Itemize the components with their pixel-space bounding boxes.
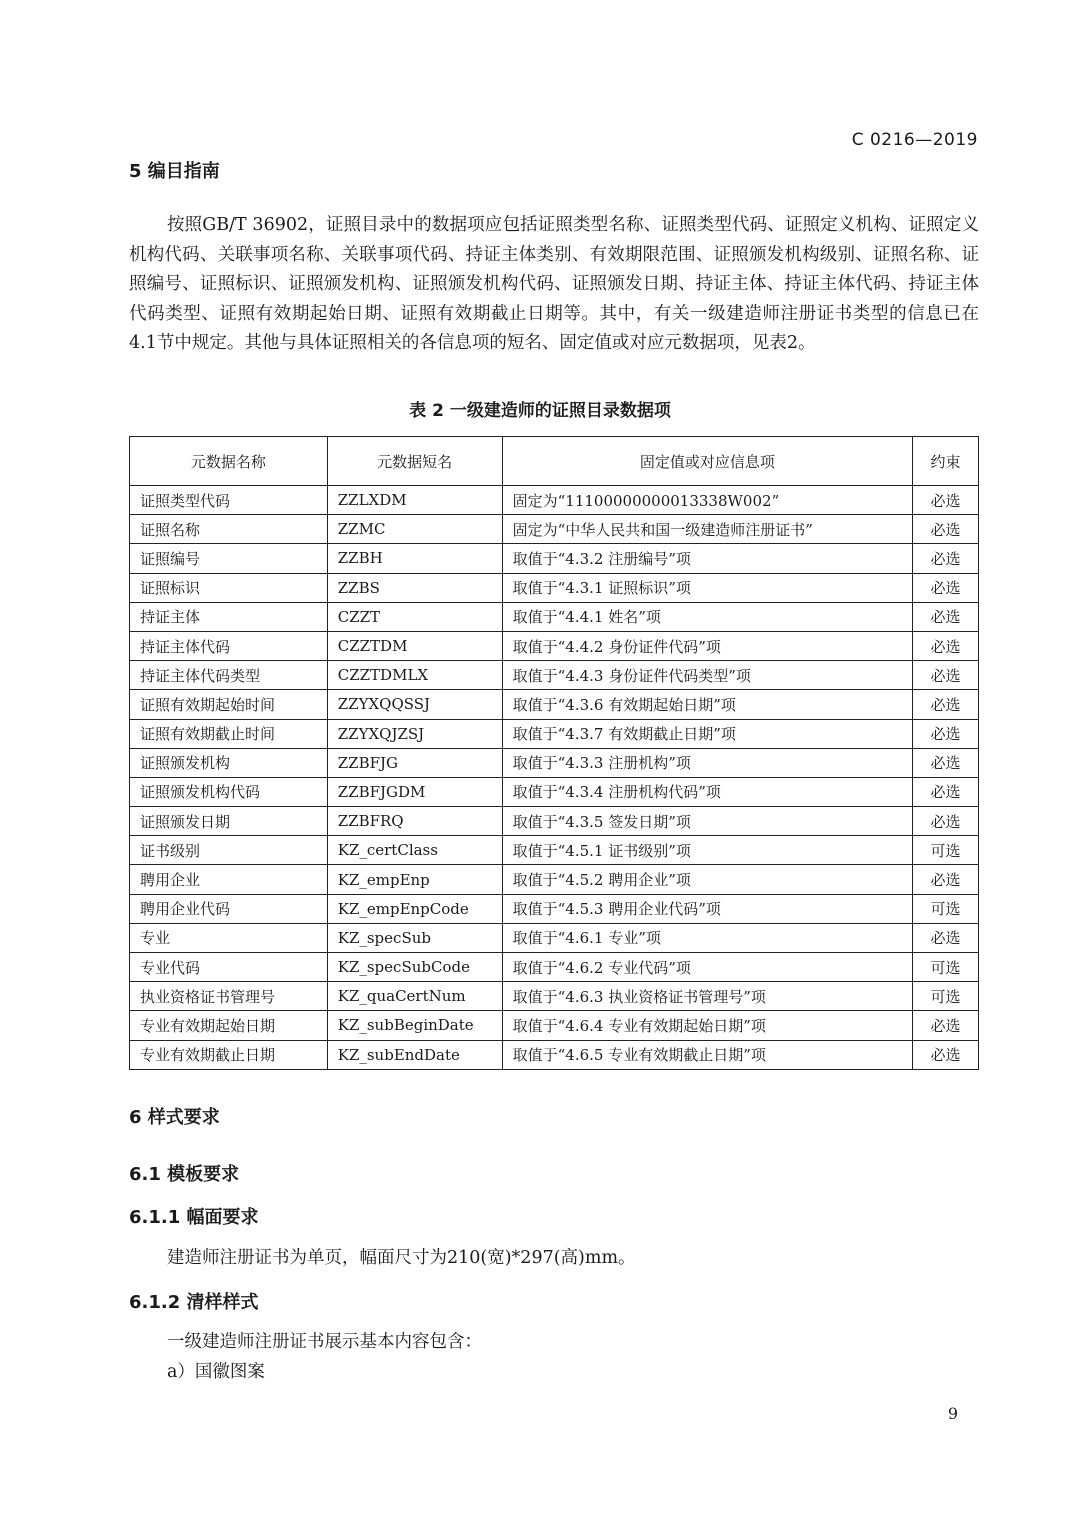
cell-value: 取值于“4.5.1 证书级别”项 xyxy=(502,836,912,865)
cell-constraint: 必选 xyxy=(913,486,979,515)
cell-metadata-name: 证照编号 xyxy=(130,544,328,573)
cell-metadata-name: 持证主体代码 xyxy=(130,631,328,660)
list-item-a: a）国徽图案 xyxy=(167,1362,265,1382)
cell-metadata-name: 证照类型代码 xyxy=(130,486,328,515)
cell-metadata-name: 执业资格证书管理号 xyxy=(130,982,328,1011)
cell-value: 取值于“4.3.5 签发日期”项 xyxy=(502,807,912,836)
cell-constraint: 可选 xyxy=(913,953,979,982)
cell-value: 取值于“4.5.3 聘用企业代码”项 xyxy=(502,894,912,923)
cell-metadata-name: 持证主体代码类型 xyxy=(130,661,328,690)
section-5-heading: 5 编目指南 xyxy=(129,161,220,182)
cell-value: 取值于“4.4.1 姓名”项 xyxy=(502,602,912,631)
cell-constraint: 可选 xyxy=(913,836,979,865)
table-row xyxy=(130,953,979,982)
cell-value: 取值于“4.3.4 注册机构代码”项 xyxy=(502,777,912,806)
header-cell: 固定值或对应信息项 xyxy=(502,437,912,486)
cell-short-name: ZZYXQJZSJ xyxy=(327,719,502,748)
cell-value: 取值于“4.6.1 专业”项 xyxy=(502,923,912,952)
page-number: 9 xyxy=(947,1404,958,1423)
table-row xyxy=(130,982,979,1011)
table-row xyxy=(130,573,979,602)
table-row xyxy=(130,661,979,690)
cell-constraint: 必选 xyxy=(913,602,979,631)
table-row xyxy=(130,690,979,719)
cell-short-name: ZZBS xyxy=(327,573,502,602)
cell-short-name: ZZBH xyxy=(327,544,502,573)
cell-metadata-name: 证照有效期截止时间 xyxy=(130,719,328,748)
cell-value: 取值于“4.3.7 有效期截止日期”项 xyxy=(502,719,912,748)
cell-value: 取值于“4.6.4 专业有效期起始日期”项 xyxy=(502,1011,912,1040)
cell-value: 取值于“4.6.5 专业有效期截止日期”项 xyxy=(502,1040,912,1069)
cell-constraint: 必选 xyxy=(913,807,979,836)
cell-constraint: 必选 xyxy=(913,690,979,719)
cell-constraint: 必选 xyxy=(913,865,979,894)
cell-value: 取值于“4.4.2 身份证件代码”项 xyxy=(502,631,912,660)
cell-constraint: 必选 xyxy=(913,777,979,806)
cell-value: 取值于“4.4.3 身份证件代码类型”项 xyxy=(502,661,912,690)
table-row xyxy=(130,777,979,806)
cell-metadata-name: 聘用企业 xyxy=(130,865,328,894)
cell-constraint: 必选 xyxy=(913,661,979,690)
section-6-1-2-text: 一级建造师注册证书展示基本内容包含： xyxy=(167,1332,482,1352)
cell-short-name: CZZTDM xyxy=(327,631,502,660)
header-cell: 元数据短名 xyxy=(327,437,502,486)
cell-value: 取值于“4.3.3 注册机构”项 xyxy=(502,748,912,777)
section-6-1-2-heading: 6.1.2 清样样式 xyxy=(129,1292,259,1313)
cell-metadata-name: 聘用企业代码 xyxy=(130,894,328,923)
cell-constraint: 必选 xyxy=(913,1011,979,1040)
cell-constraint: 必选 xyxy=(913,923,979,952)
cell-value: 取值于“4.3.1 证照标识”项 xyxy=(502,573,912,602)
cell-short-name: ZZYXQQSSJ xyxy=(327,690,502,719)
cell-value: 取值于“4.3.6 有效期起始日期”项 xyxy=(502,690,912,719)
table-row xyxy=(130,748,979,777)
table-row xyxy=(130,865,979,894)
cell-metadata-name: 专业有效期起始日期 xyxy=(130,1011,328,1040)
cell-metadata-name: 专业代码 xyxy=(130,953,328,982)
table-body xyxy=(130,486,979,1070)
cell-constraint: 必选 xyxy=(913,1040,979,1069)
cell-metadata-name: 证照颁发机构 xyxy=(130,748,328,777)
cell-value: 取值于“4.5.2 聘用企业”项 xyxy=(502,865,912,894)
cell-metadata-name: 持证主体 xyxy=(130,602,328,631)
cell-constraint: 必选 xyxy=(913,631,979,660)
section-5-paragraph: 按照GB/T 36902，证照目录中的数据项应包括证照类型名称、证照类型代码、证照定义机构、证照定义机构代码、关联事项名称、关联事项代码、持证主体类别、有效期限范围、证照颁发机构级别、证照名称、证照编号、证照标识、证照颁发机构、证照颁发机构代码、证照颁发日期、持证主体、持证主体代码、持证主体代码类型、证照有效期起始日期、证照有效期截止日期等。其中，有关一级建造师注册证书类型的信息已在4.1节中规定。其他与具体证照相关的各信息项的短名、固定值或对应元数据项，见表2。 xyxy=(129,215,979,353)
cell-metadata-name: 证照有效期起始时间 xyxy=(130,690,328,719)
cell-short-name: ZZBFRQ xyxy=(327,807,502,836)
cell-metadata-name: 专业有效期截止日期 xyxy=(130,1040,328,1069)
cell-short-name: KZ_certClass xyxy=(327,836,502,865)
table-row xyxy=(130,486,979,515)
cell-constraint: 必选 xyxy=(913,719,979,748)
table-row xyxy=(130,836,979,865)
table-row xyxy=(130,807,979,836)
cell-value: 取值于“4.6.2 专业代码”项 xyxy=(502,953,912,982)
cell-value: 固定为“中华人民共和国一级建造师注册证书” xyxy=(502,515,912,544)
cell-short-name: KZ_empEnpCode xyxy=(327,894,502,923)
table-row xyxy=(130,1011,979,1040)
cell-short-name: KZ_quaCertNum xyxy=(327,982,502,1011)
table-row xyxy=(130,544,979,573)
cell-value: 取值于“4.6.3 执业资格证书管理号”项 xyxy=(502,982,912,1011)
cell-metadata-name: 证照颁发机构代码 xyxy=(130,777,328,806)
cell-constraint: 必选 xyxy=(913,515,979,544)
section-6-1-1-text: 建造师注册证书为单页，幅面尺寸为210(宽)*297(高)mm。 xyxy=(167,1248,636,1268)
cell-constraint: 可选 xyxy=(913,894,979,923)
cell-constraint: 必选 xyxy=(913,573,979,602)
cell-value: 取值于“4.3.2 注册编号”项 xyxy=(502,544,912,573)
cell-short-name: ZZBFJG xyxy=(327,748,502,777)
cell-short-name: KZ_subBeginDate xyxy=(327,1011,502,1040)
section-6-1-1-heading: 6.1.1 幅面要求 xyxy=(129,1207,259,1228)
cell-short-name: ZZLXDM xyxy=(327,486,502,515)
cell-short-name: CZZTDMLX xyxy=(327,661,502,690)
cell-metadata-name: 专业 xyxy=(130,923,328,952)
cell-short-name: CZZT xyxy=(327,602,502,631)
table-row xyxy=(130,631,979,660)
cell-short-name: KZ_empEnp xyxy=(327,865,502,894)
table-row xyxy=(130,515,979,544)
cell-constraint: 必选 xyxy=(913,748,979,777)
cell-short-name: KZ_specSubCode xyxy=(327,953,502,982)
cell-short-name: ZZMC xyxy=(327,515,502,544)
table-row xyxy=(130,923,979,952)
table-row xyxy=(130,602,979,631)
header-cell: 元数据名称 xyxy=(130,437,328,486)
table-row xyxy=(130,719,979,748)
cell-short-name: KZ_subEndDate xyxy=(327,1040,502,1069)
cell-short-name: ZZBFJGDM xyxy=(327,777,502,806)
table-row xyxy=(130,894,979,923)
cell-short-name: KZ_specSub xyxy=(327,923,502,952)
section-6-1-heading: 6.1 模板要求 xyxy=(129,1164,240,1185)
cell-value: 固定为“11100000000013338W002” xyxy=(502,486,912,515)
cell-metadata-name: 证照名称 xyxy=(130,515,328,544)
section-6-heading: 6 样式要求 xyxy=(129,1107,220,1128)
table-row xyxy=(130,1040,979,1069)
cell-metadata-name: 证照颁发日期 xyxy=(130,807,328,836)
cell-constraint: 必选 xyxy=(913,544,979,573)
metadata-table xyxy=(129,436,979,1070)
cell-metadata-name: 证照标识 xyxy=(130,573,328,602)
cell-constraint: 可选 xyxy=(913,982,979,1011)
table-header-row xyxy=(130,437,979,486)
header-cell: 约束 xyxy=(913,437,979,486)
cell-metadata-name: 证书级别 xyxy=(130,836,328,865)
document-code: C 0216—2019 xyxy=(851,130,978,150)
table-caption: 表 2 一级建造师的证照目录数据项 xyxy=(409,401,671,421)
